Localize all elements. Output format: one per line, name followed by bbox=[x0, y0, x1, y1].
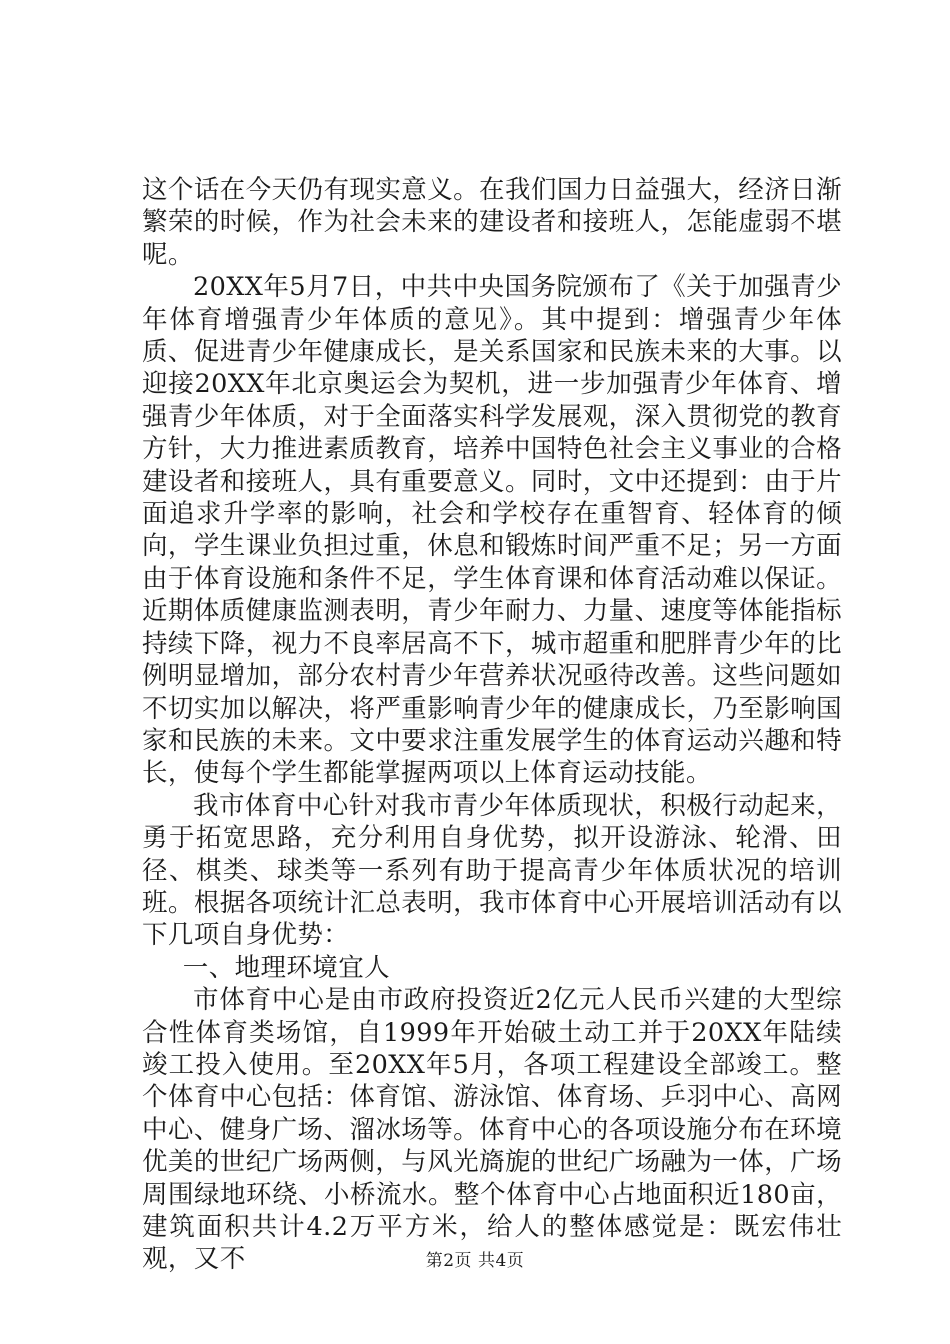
section-heading: 一、地理环境宜人 bbox=[182, 952, 390, 983]
document-body bbox=[142, 174, 842, 1276]
paragraph-continuation: 这个话在今天仍有现实意义。在我们国力日益强大，经济日渐繁荣的时候，作为社会未来的建设者和接班人，怎能虚弱不堪呢。 bbox=[142, 175, 842, 270]
paragraph-policy: 20XX年5月7日，中共中央国务院颁布了《关于加强青少年体育增强青少年体质的意见》。其中提到：增强青少年体质、促进青少年健康成长，是关系国家和民族未来的大事。以迎接20XX年北京奥运会为契机，进一步加强青少年体育、增强青少年体质，对于全面落实科学发展观，深入贯彻党的教育方针，大力推进素质教育，培养中国特色社会主义事业的合格建设者和接班人，具有重要意义。同时，文中还提到：由于片面追求升学率的影响，社会和学校存在重智育、轻体育的倾向，学生课业负担过重，休息和锻炼时间严重不足；另一方面由于体育设施和条件不足，学生体育课和体育活动难以保证。近期体质健康监测表明，青少年耐力、力量、速度等体能指标持续下降，视力不良率居高不下，城市超重和肥胖青少年的比例明显增加，部分农村青少年营养状况亟待改善。这些问题如不切实加以解决，将严重影响青少年的健康成长，乃至影响国家和民族的未来。文中要求注重发展学生的体育运动兴趣和特长，使每个学生都能掌握两项以上体育运动技能。 bbox=[142, 272, 842, 789]
paragraph-center-action: 我市体育中心针对我市青少年体质现状，积极行动起来，勇于拓宽思路，充分利用自身优势，拟开设游泳、轮滑、田径、棋类、球类等一系列有助于提高青少年体质状况的培训班。根据各项统计汇总表明，我市体育中心开展培训活动有以下几项自身优势： bbox=[142, 790, 842, 951]
paragraph-center-description: 市体育中心是由市政府投资近2亿元人民币兴建的大型综合性体育类场馆，自1999年开始破土动工并于20XX年陆续竣工投入使用。至20XX年5月，各项工程建设全部竣工。整个体育中心包括：体育馆、游泳馆、体育场、乒羽中心、高网中心、健身广场、溜冰场等。体育中心的各项设施分布在环境优美的世纪广场两侧，与风光旖旎的世纪广场融为一体，广场周围绿地环绕、小桥流水。整个体育中心占地面积近180亩，建筑面积共计4.2万平方米，给人的整体感觉是：既宏伟壮观，又不 bbox=[142, 985, 842, 1275]
page-footer: 第2页 共4页 bbox=[425, 1251, 525, 1271]
